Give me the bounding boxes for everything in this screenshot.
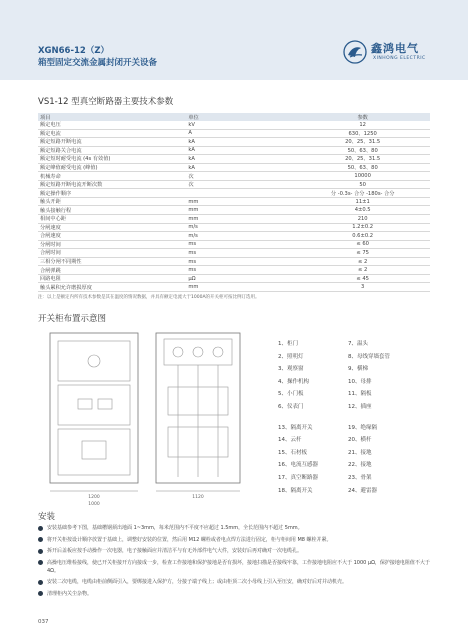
header-unit: 单位: [186, 113, 295, 121]
spec-value: 0.6±0.2: [295, 232, 430, 241]
logo-text: 鑫鸿电气: [371, 42, 419, 55]
spec-row: [38, 266, 430, 275]
spec-value: 1.2±0.2: [295, 223, 430, 232]
spec-item: 额定电压: [38, 121, 186, 129]
header-value: 参数: [295, 113, 430, 121]
spec-item: 回路电阻: [38, 274, 186, 283]
spec-value: 630、1250: [295, 129, 430, 138]
legend-item: 15、石材板: [278, 449, 307, 456]
spec-row: [38, 121, 430, 129]
spec-unit: mm: [186, 215, 295, 224]
install-item: [38, 547, 438, 555]
install-item: [38, 590, 438, 598]
spec-item: 触头累积允许磨损厚度: [38, 283, 186, 292]
install-item-text: 将开关柜按设计顺序放置于基础上，调整好安装的位置，然后用 M12 螺栓或者电点焊方法进行固定，柜与柜间用 M8 螺栓并紧。: [47, 536, 332, 543]
spec-unit: kA: [186, 146, 295, 155]
spec-unit: ms: [186, 240, 295, 249]
legend-item: 7、温头: [348, 341, 368, 347]
product-model-title: XGN66-12（Z）: [38, 46, 109, 56]
legend-item: 20、横杆: [348, 437, 372, 444]
install-list: [38, 524, 438, 601]
legend-item: 18、隔离开关: [278, 487, 313, 494]
legend-item: 19、绝缘隔: [348, 424, 377, 431]
spec-item: 额定操作顺序: [38, 189, 186, 198]
spec-item: 触头开距: [38, 197, 186, 206]
bullet-icon: [38, 580, 43, 585]
legend-item: 12、插座: [348, 403, 372, 410]
spec-row: [38, 197, 430, 206]
spec-unit: mm: [186, 197, 295, 206]
spec-item: 额定短时耐受电流 (4s 有效值): [38, 155, 186, 164]
spec-value: ≤ 75: [295, 249, 430, 258]
spec-value: 12: [295, 121, 430, 129]
spec-value: 50、63、80: [295, 163, 430, 172]
legend-item: 13、隔离开关: [278, 424, 313, 431]
install-item-text: 安装二次电缆，电缆由柜前侧面引入，要绑接进入保护方，分接子端子线上；或由柜顶二次小母线上引入至压安，确对好后对并动机壳。: [47, 579, 348, 585]
spec-value: 3: [295, 283, 430, 292]
install-item: [38, 559, 438, 575]
spec-item: 合闸弹跳: [38, 266, 186, 275]
legend-item: 1、柜门: [278, 341, 298, 347]
spec-table-header: [38, 113, 430, 121]
spec-value: 20、25、31.5: [295, 138, 430, 147]
spec-value: ≤ 2: [295, 266, 430, 275]
spec-unit: kV: [186, 121, 295, 129]
spec-item: 额定电流: [38, 129, 186, 138]
legend-item: 11、隔板: [348, 391, 372, 398]
spec-row: [38, 283, 430, 292]
spec-section-title: VS1-12 型真空断路器主要技术参数: [38, 97, 174, 107]
page-header: [0, 0, 468, 80]
install-item-text: 拆开后盖板应按手动操作一次电器，电子接触面应并清洁平与有无外部件电气大件，安装好后再对确对一次电缆孔。: [47, 548, 303, 554]
spec-item: 分闸速度: [38, 223, 186, 232]
spec-value: ≤ 2: [295, 257, 430, 266]
spec-row: [38, 223, 430, 232]
spec-item: 三相分闸不同期性: [38, 257, 186, 266]
spec-row: [38, 155, 430, 164]
install-item: [38, 524, 438, 532]
legend-item: 21、接地: [348, 449, 372, 456]
spec-item: 额定短路关合电流: [38, 146, 186, 155]
dimension-width: 1200: [88, 495, 100, 500]
spec-unit: m/s: [186, 223, 295, 232]
spec-item: 额定峰值耐受电流 (峰值): [38, 163, 186, 172]
legend-item: 6、仪表门: [278, 403, 304, 410]
header-item: 项目: [38, 113, 186, 121]
install-item: [38, 536, 438, 544]
install-item-text: 安装基础参考下图，基础槽钢须出地面 1~3mm，每米范围内不平度不应超过 1.5mm，全长范围内不超过 5mm。: [47, 525, 303, 531]
spec-row: [38, 172, 430, 181]
switchgear-diagram: [38, 327, 256, 509]
spec-row: [38, 215, 430, 224]
spec-item: 额定短路开断电流: [38, 138, 186, 147]
spec-unit: ms: [186, 257, 295, 266]
legend-item: 22、接地: [348, 462, 372, 469]
legend-item: 23、骨架: [348, 474, 372, 481]
spec-row: [38, 257, 430, 266]
spec-value: ≤ 45: [295, 274, 430, 283]
spec-value: 50、63、80: [295, 146, 430, 155]
logo-subtext: XINHONG ELECTRIC: [373, 56, 426, 61]
bullet-icon: [38, 591, 43, 596]
spec-item: 相间中心距: [38, 215, 186, 224]
legend-item: 24、避雷器: [348, 487, 377, 494]
spec-value: 分 -0.3s- 合分 -180s- 合分: [295, 189, 430, 198]
spec-value: 10000: [295, 172, 430, 181]
spec-item: 额定短路开断电流开断次数: [38, 180, 186, 189]
legend-col2: [348, 339, 390, 498]
spec-value: 11±1: [295, 197, 430, 206]
spec-value: 4±0.5: [295, 206, 430, 215]
bullet-icon: [38, 537, 43, 542]
spec-unit: 次: [186, 180, 295, 189]
spec-item: 合闸时间: [38, 249, 186, 258]
spec-value: 20、25、31.5: [295, 155, 430, 164]
install-item-text: 清理柜内关尘杂物。: [47, 590, 93, 597]
legend-item: 3、观察窗: [278, 366, 304, 373]
bullet-icon: [38, 560, 43, 565]
install-section-title: 安装: [38, 512, 56, 522]
spec-unit: [186, 189, 295, 198]
bullet-icon: [38, 549, 43, 554]
legend-item: 17、真空断路器: [278, 474, 318, 481]
spec-unit: ms: [186, 249, 295, 258]
spec-row: [38, 232, 430, 241]
spec-row: [38, 138, 430, 147]
spec-row: [38, 163, 430, 172]
product-name-title: 箱型固定交流金属封闭开关设备: [38, 58, 158, 68]
spec-row: [38, 206, 430, 215]
spec-item: 合闸速度: [38, 232, 186, 241]
spec-note: 注：以上是额定内所有技术参数是其在温度的情况数据，并具有额定电流大于1000A的开关柜可按比例订选用。: [38, 295, 260, 300]
spec-row: [38, 180, 430, 189]
spec-unit: mm: [186, 283, 295, 292]
install-item: [38, 578, 438, 586]
spec-value: 210: [295, 215, 430, 224]
spec-unit: 次: [186, 172, 295, 181]
legend-item: 5、小门板: [278, 391, 304, 398]
spec-unit: mm: [186, 206, 295, 215]
spec-unit: kA: [186, 138, 295, 147]
spec-value: 50: [295, 180, 430, 189]
logo-mark-icon: [343, 40, 367, 64]
dimension-depth: 1120: [192, 495, 204, 500]
spec-item: 分闸时间: [38, 240, 186, 249]
spec-unit: kA: [186, 163, 295, 172]
spec-unit: m/s: [186, 232, 295, 241]
spec-row: [38, 146, 430, 155]
legend-item: 10、母排: [348, 378, 372, 385]
legend-item: 2、照明灯: [278, 353, 304, 360]
spec-unit: ms: [186, 266, 295, 275]
spec-unit: μΩ: [186, 274, 295, 283]
spec-row: [38, 240, 430, 249]
spec-row: [38, 189, 430, 198]
spec-item: 机械寿命: [38, 172, 186, 181]
legend-item: 9、横梯: [348, 366, 368, 373]
spec-unit: A: [186, 129, 295, 138]
legend-item: 16、电流互感器: [278, 462, 318, 469]
page-number: 037: [38, 619, 49, 625]
legend-item: 8、母线穿墙套管: [348, 353, 390, 360]
legend-item: 14、云杆: [278, 437, 302, 444]
dimension-inner: 1000: [88, 502, 100, 507]
spec-row: [38, 274, 430, 283]
spec-table: [38, 113, 430, 292]
bullet-icon: [38, 526, 43, 531]
install-item-text: 高操电压维检接线，使已开关柜接开方向接成一步，检查工作接地和保护接地是否有损坏，接地扫描是否接线牢靠，工作接地电阻应不大于 1000 μΩ，保护接地电阻值不大于 4Ω。: [47, 559, 430, 574]
spec-unit: kA: [186, 155, 295, 164]
spec-row: [38, 249, 430, 258]
spec-value: ≤ 60: [295, 240, 430, 249]
legend-item: 4、操作机构: [278, 378, 309, 385]
layout-section-title: 开关柜布置示意图: [38, 314, 107, 324]
legend-col1: [278, 339, 318, 498]
spec-item: 触头接触行程: [38, 206, 186, 215]
spec-row: [38, 129, 430, 138]
